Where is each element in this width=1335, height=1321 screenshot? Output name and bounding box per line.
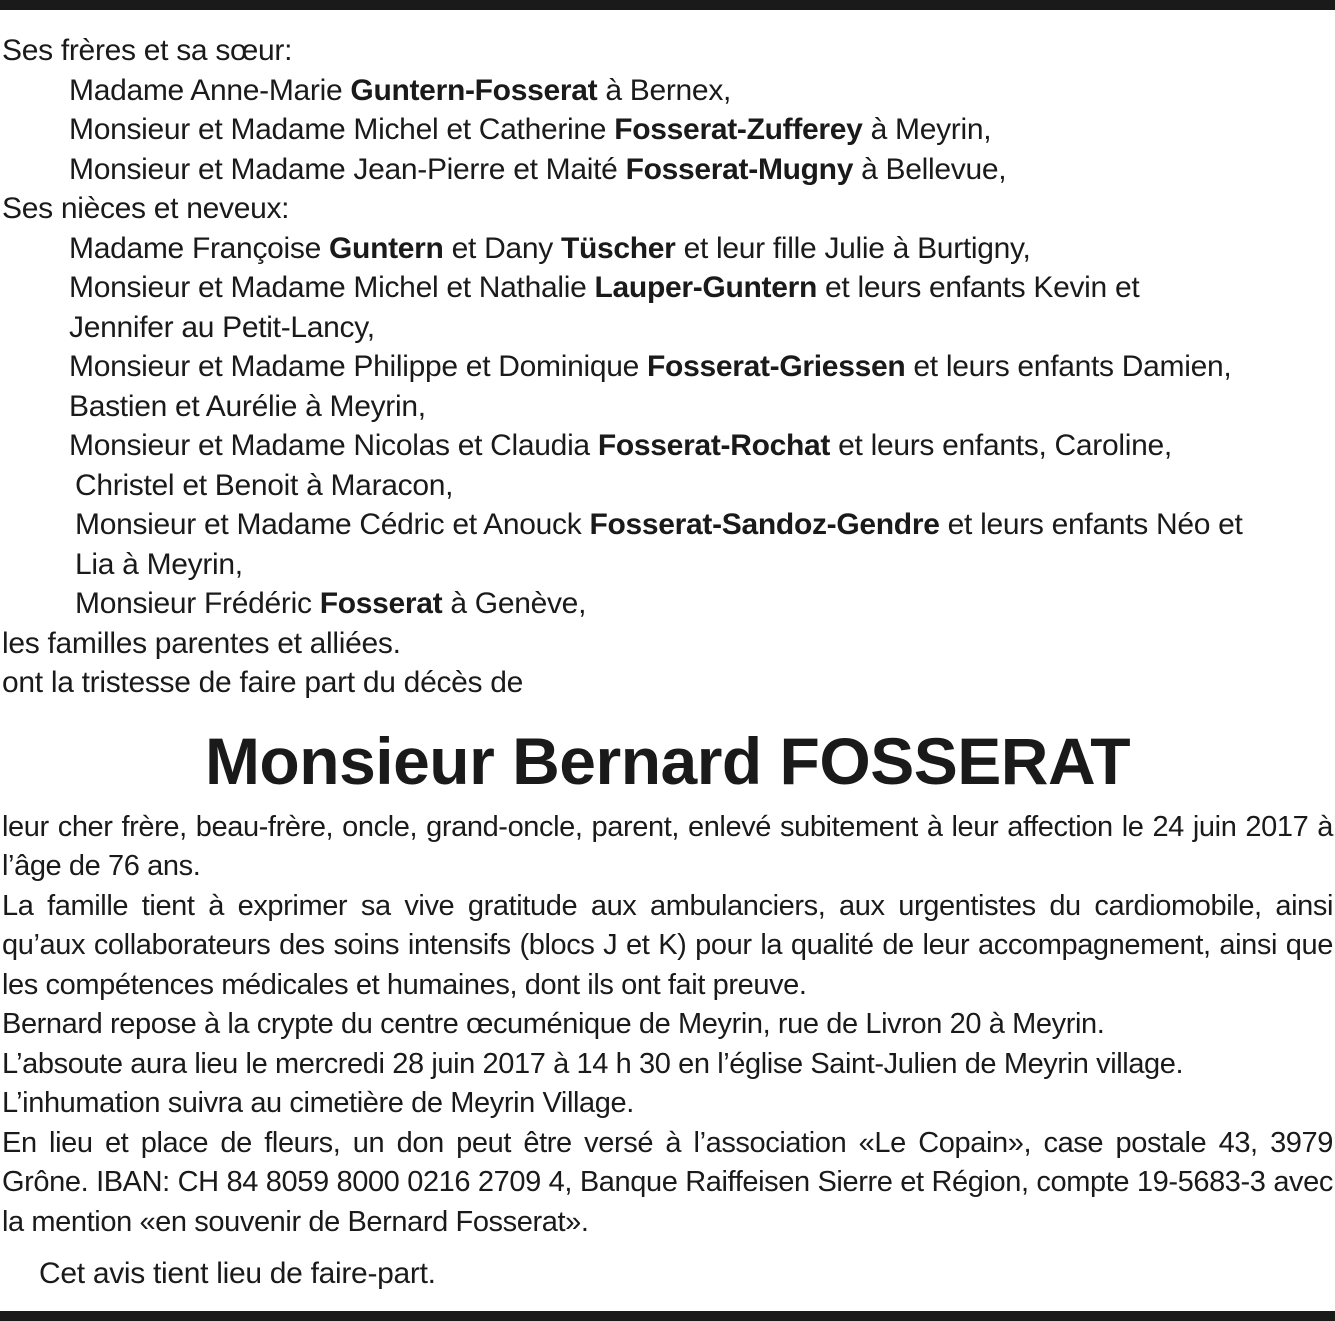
closing-line: Cet avis tient lieu de faire-part.	[39, 1257, 436, 1290]
family-name: Fosserat-Mugny	[625, 152, 854, 186]
list-item: Monsieur et Madame Michel et Catherine Fosserat-Zufferey à Meyrin,	[69, 113, 992, 146]
list-item: Monsieur et Madame Philippe et Dominique Fosserat-Griessen et leurs enfants Damien,	[69, 350, 1232, 383]
paragraph-crypte: Bernard repose à la crypte du centre œcuménique de Meyrin, rue de Livron 20 à Meyrin.	[2, 1008, 1105, 1040]
paragraph-gratitude: La famille tient à exprimer sa vive gratitude aux ambulanciers, aux urgentistes du cardiomobile, ainsi qu’aux collaborateurs des soins intensifs (blocs J et K) pour la qualité de leur accompagnement, ainsi que les compétences médicales et humaines, dont ils ont fait preuve.	[2, 889, 1333, 1001]
paragraph-affection: leur cher frère, beau-frère, oncle, grand-oncle, parent, enlevé subitement à leur affection le 24 juin 2017 à l’âge de 76 ans.	[2, 810, 1333, 882]
list-item: Madame Anne-Marie Guntern-Fosserat à Bernex,	[69, 73, 732, 107]
family-name: Fosserat-Sandoz-Gendre	[589, 508, 940, 541]
family-name: Guntern-Fosserat	[350, 73, 598, 107]
paragraph-inhumation: L’inhumation suivra au cimetière de Meyrin Village.	[2, 1087, 634, 1119]
heading-freres-soeur: Ses frères et sa sœur:	[2, 34, 293, 67]
list-item: Monsieur Frédéric Fosserat à Genève,	[75, 587, 587, 620]
obituary-notice	[2, 31, 1333, 1294]
paragraph-don: En lieu et place de fleurs, un don peut être versé à l’association «Le Copain», case postale 43, 3979 Grône. IBAN: CH 84 8059 8000 0216 2709 4, Banque Raiffeisen Sierre et Région, compte 19-5683-3 avec la mention «en souvenir de Bernard Fosserat».	[2, 1126, 1333, 1238]
family-name: Guntern	[329, 231, 444, 265]
heading-nieces-neveux: Ses nièces et neveux:	[2, 192, 290, 225]
announcement-line: ont la tristesse de faire part du décès de	[2, 666, 524, 699]
list-item: Monsieur et Madame Michel et Nathalie Lauper-Guntern et leurs enfants Kevin et	[69, 271, 1140, 304]
bottom-rule	[0, 1311, 1335, 1321]
family-name: Fosserat-Rochat	[597, 429, 831, 462]
family-name: Tüscher	[560, 231, 676, 265]
familles-line: les familles parentes et alliées.	[2, 626, 401, 660]
list-item: Monsieur et Madame Nicolas et Claudia Fosserat-Rochat et leurs enfants, Caroline,	[69, 429, 1172, 462]
list-item: Monsieur et Madame Cédric et Anouck Fosserat-Sandoz-Gendre et leurs enfants Néo et	[75, 508, 1243, 541]
family-name: Fosserat-Zufferey	[614, 113, 863, 146]
list-item: Monsieur et Madame Jean-Pierre et Maité Fosserat-Mugny à Bellevue,	[69, 152, 1007, 186]
top-rule	[0, 0, 1335, 10]
paragraph-absoute: L’absoute aura lieu le mercredi 28 juin 2017 à 14 h 30 en l’église Saint-Julien de Meyrin village.	[2, 1047, 1184, 1080]
family-name: Fosserat	[319, 587, 443, 620]
list-item-continuation: Jennifer au Petit-Lancy,	[69, 310, 375, 344]
deceased-name: Monsieur Bernard FOSSERAT	[204, 723, 1131, 798]
list-item: Madame Françoise Guntern et Dany Tüscher et leur fille Julie à Burtigny,	[69, 231, 1031, 265]
list-item-continuation: Christel et Benoit à Maracon,	[75, 468, 454, 502]
family-name: Fosserat-Griessen	[647, 350, 906, 383]
list-item-continuation: Bastien et Aurélie à Meyrin,	[69, 389, 426, 423]
list-item-continuation: Lia à Meyrin,	[75, 547, 243, 581]
family-name: Lauper-Guntern	[594, 271, 817, 304]
